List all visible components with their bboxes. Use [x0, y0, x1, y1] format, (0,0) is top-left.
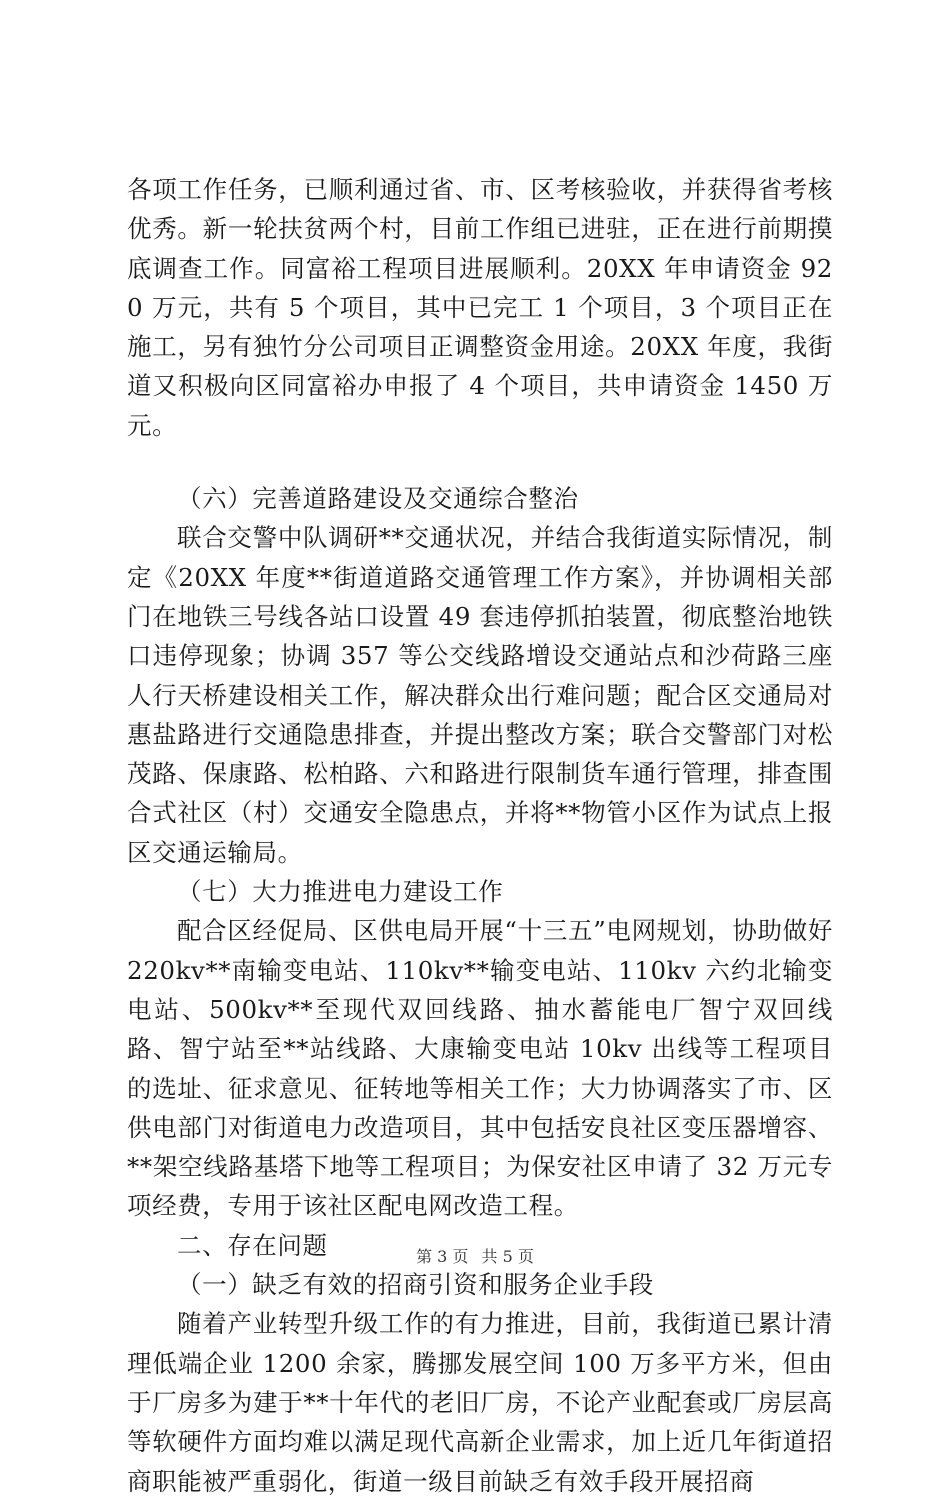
section-heading-power-construction: （七）大力推进电力建设工作 — [177, 877, 504, 907]
page-number-current: 第 3 页 — [416, 1247, 469, 1266]
paragraph-road-traffic: 联合交警中队调研**交通状况，并结合我街道实际情况，制定《20XX 年度**街道道路交通管理工作方案》，并协调相关部门在地铁三号线各站口设置 49 套违停抓拍装置，彻底整治地铁口违停现象；协调 357 等公交线路增设交通站点和沙荷路三座人行天桥建设相关工作，解决群众出行难问题；配合区交通局对惠盐路进行交通隐患排查，并提出整改方案；联合交警部门对松茂路、保康路、松柏路、六和路进行限制货车通行管理，排查围合式社区（村）交通安全隐患点，并将**物管小区作为试点上报区交通运输局。 — [127, 523, 833, 867]
page-footer — [0, 1244, 950, 1267]
paragraph-power-construction: 配合区经促局、区供电局开展“十三五”电网规划，协助做好 220kv**南输变电站、110kv**输变电站、110kv 六约北输变电站、500kv**至现代双回线路、抽水蓄能电厂智宁双回线路、智宁站至**站线路、大康输变电站 10kv 出线等工程项目的选址、征求意见、征转地等相关工作；大力协调落实了市、区供电部门对街道电力改造项目，其中包括安良社区变压器增容、**架空线路基塔下地等工程项目；为保安社区申请了 32 万元专项经费，专用于该社区配电网改造工程。 — [127, 916, 833, 1221]
paragraph-investment-lacking: 随着产业转型升级工作的有力推进，目前，我街道已累计清理低端企业 1200 余家，腾挪发展空间 100 万多平方米，但由于厂房多为建于**十年代的老旧厂房，不论产业配套或厂房层高等软硬件方面均难以满足现代高新企业需求，加上近几年街道招商职能被严重弱化，街道一级目前缺乏有效手段开展招商 — [127, 1309, 833, 1496]
paragraph-poverty-projects: 各项工作任务，已顺利通过省、市、区考核验收，并获得省考核优秀。新一轮扶贫两个村，目前工作组已进驻，正在进行前期摸底调查工作。同富裕工程项目进展顺利。20XX 年申请资金 920 万元，共有 5 个项目，其中已完工 1 个项目，3 个项目正在施工，另有独竹分公司项目正调整资金用途。20XX 年度，我街道又积极向区同富裕办申报了 4 个项目，共申请资金 1450 万元。 — [127, 175, 833, 440]
document-body — [127, 170, 833, 1501]
section-heading-road-traffic: （六）完善道路建设及交通综合整治 — [177, 484, 579, 514]
section-heading-problems: 二、存在问题 — [177, 1230, 328, 1260]
page-number-total: 共 5 页 — [481, 1247, 534, 1266]
section-heading-investment-lacking: （一）缺乏有效的招商引资和服务企业手段 — [177, 1270, 654, 1300]
